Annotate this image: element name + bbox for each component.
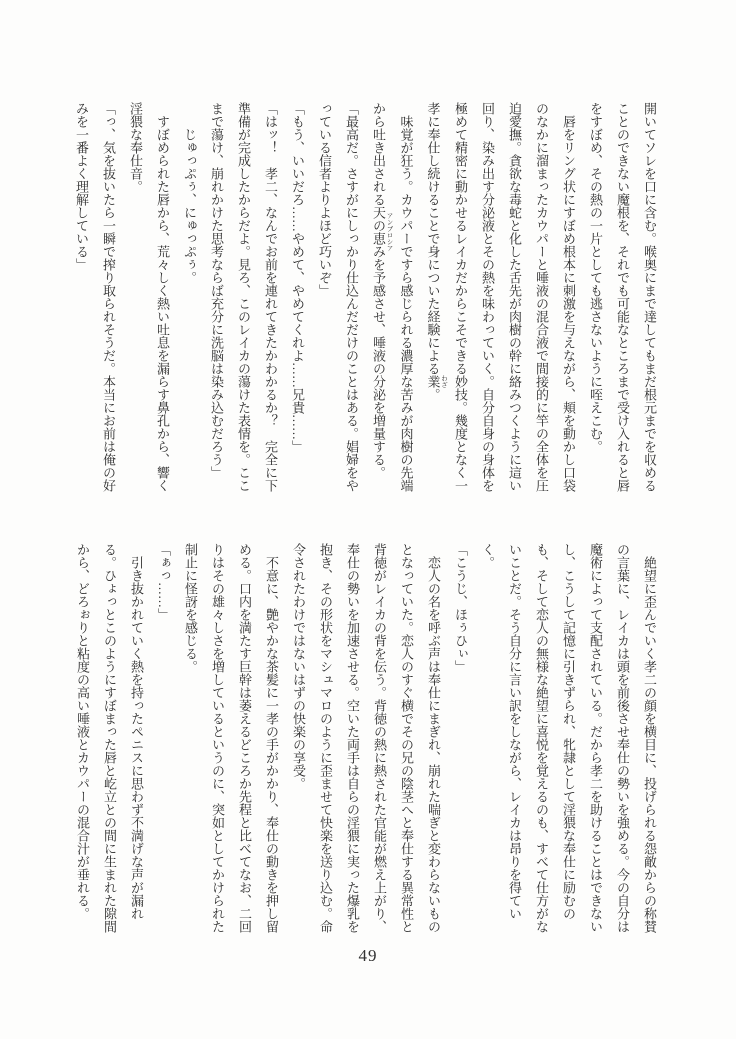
text-line: っている信者よりよほど巧いぞ」 bbox=[317, 102, 332, 297]
text-line: く。 bbox=[480, 543, 495, 569]
text-line: 不意に、艶やかな茶髪に一孝の手がかかり、奉仕の動きを押し留 bbox=[264, 556, 279, 933]
text-line: 引き抜かれていく熱を持ったペニスに思わず不満げな声が漏れ bbox=[129, 556, 144, 920]
text-line: 背徳がレイカの背を伝う。背徳の熱に熱された官能が燃え上がり、 bbox=[372, 543, 387, 933]
text-line: 淫猥な奉仕音。 bbox=[128, 102, 143, 193]
text-line: める。口内を満たす巨幹は萎えるどころか先程と比べてなお、二回 bbox=[237, 543, 252, 933]
text-line: 制止に怪訝を感じる。 bbox=[183, 543, 198, 673]
text-line: の言葉に、レイカは頭を前後させ奉仕の勢いを強める。今の自分は bbox=[615, 543, 630, 933]
text-line: いことだ。そう自分に言い訳をしながら、レイカは昂りを得てい bbox=[507, 543, 522, 920]
text-line: から、どろぉりと粘度の高い唾液とカウパーの混合汁が垂れる。 bbox=[75, 543, 90, 920]
text-line: も、そして恋人の無様な絶望に喜悦を覚えるのも、すべて仕方がな bbox=[534, 543, 549, 933]
furigana-term: 天の恵み アンブロシア bbox=[371, 206, 393, 258]
text-line: すぼめられた唇から、荒々しく熱い吐息を漏らす鼻孔から、響く bbox=[155, 115, 170, 492]
text-line: 準備が完成したからだよ。見ろ、このレイカの蕩けた表情を。ここ bbox=[236, 102, 251, 492]
text-line: 絶望に歪んでいく孝二の顔を横目に、投げられる怨敵からの称賛 bbox=[642, 556, 657, 933]
text-line: 「っ、気を抜いたら一瞬で搾り取られそうだ。本当にお前は俺の好 bbox=[101, 102, 116, 492]
text-line: から吐き出される天の恵み アンブロシアを予感させ、唾液の分泌を増量する。 bbox=[371, 102, 393, 479]
text-line: 抱き、その形状をマシュマロのように歪ませて快楽を送り込む。命 bbox=[318, 543, 333, 933]
text-line: 孝に奉仕し続けることで身についた経験による業 わざ。 bbox=[425, 102, 447, 401]
text-line: 「もう、いいだろ……やめて、やめてくれよ……兄貴……」 bbox=[290, 102, 305, 453]
text-line: 「こうじ、ほぅひぃ」 bbox=[453, 543, 468, 673]
text-line: 回り、染み出す分泌液とその熱を味わっていく。自分自身の身体を bbox=[480, 102, 495, 492]
furigana-term: 業 わざ bbox=[425, 375, 447, 388]
text-line: し、こうして記憶に引きずられ、牝隷として淫猥な奉仕に励むの bbox=[561, 543, 576, 920]
text-line: 迫愛撫。貪欲な毒蛇と化した舌先が肉樹の幹に絡みつくように這い bbox=[507, 102, 522, 492]
text-line: 味覚が狂う。カウパーですら感じられる濃厚な苦みが肉樹の先端 bbox=[398, 115, 414, 492]
text-line: 奉仕の勢いを加速させる。空いた両手は自らの淫猥に実った爆乳を bbox=[345, 543, 360, 933]
text-line: 「最高だ。さすがにしっかり仕込んだだけのことはある。娼婦をや bbox=[344, 102, 359, 492]
upper-text-block bbox=[68, 102, 663, 492]
text-line: 極めて精密に動かせるレイカだからこそできる妙技。幾度となく一 bbox=[453, 102, 468, 492]
text-line: みを一番よく理解している」 bbox=[74, 102, 89, 271]
text-line: 開いてソレを口に含む。喉奥にまで達してもまだ根元までを収める bbox=[642, 102, 657, 492]
text-line: 恋人の名を呼ぶ声は奉仕にまぎれ、崩れた喘ぎと変わらないもの bbox=[426, 556, 441, 933]
text-line: のなかに溜まったカウパーと唾液の混合液で間接的に竿の全体を圧 bbox=[534, 102, 549, 492]
page-number: 49 bbox=[358, 946, 378, 965]
text-line: じゅっぷぅ、にゅっぷぅ。 bbox=[182, 128, 197, 284]
text-line: ことのできない魔根を、それでも可能なところまで受け入れると唇 bbox=[615, 102, 630, 492]
text-line: 令されたわけではないはずの快楽の享受。 bbox=[291, 543, 306, 790]
text-line: 「はッ！ 孝二、なんでお前を連れてきたかわかるか？ 完全に下 bbox=[263, 102, 278, 492]
text-line: をすぼめ、その熱の一片としても逃さないように咥えこむ。 bbox=[588, 102, 603, 453]
text-line: りはその雄々しさを増しているというのに、突如としてかけられた bbox=[210, 543, 225, 933]
lower-text-block bbox=[69, 543, 663, 933]
text-line: まで蕩け、崩れかけた思考ならば充分に洗脳は染み込むだろう」 bbox=[209, 102, 224, 479]
text-line: 唇をリング状にすぼめ根本に刺激を与えながら、頬を動かし口袋 bbox=[561, 115, 576, 492]
text-line: 「ぁっ……」 bbox=[156, 543, 171, 621]
text-line: る。ひょっとこのようにすぼまった唇と屹立との間に生まれた隙間 bbox=[102, 543, 117, 933]
text-line: 魔術によって支配されている。だから孝二を助けることはできない bbox=[588, 543, 603, 933]
text-line: となっていた。恋人のすぐ横でその兄の陰茎へと奉仕する異常性と bbox=[399, 543, 414, 933]
